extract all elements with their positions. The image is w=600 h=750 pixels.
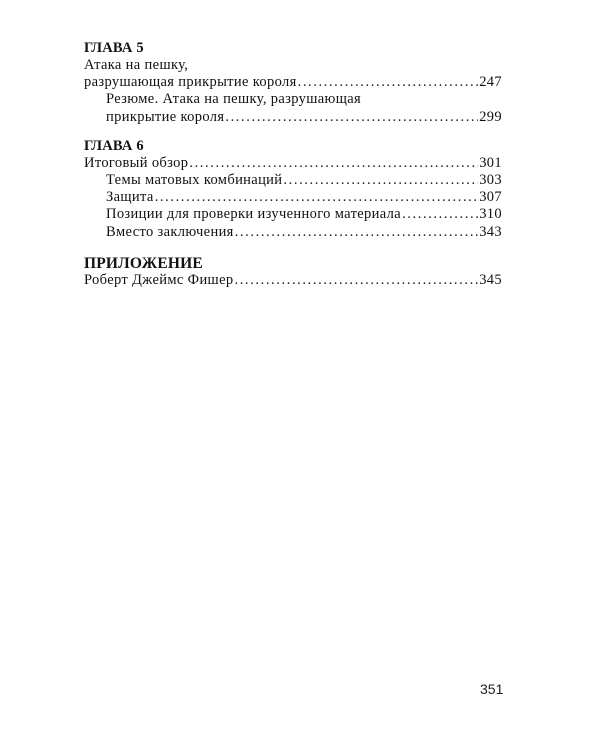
dot-leader <box>234 272 478 289</box>
toc-entry-line <box>84 272 502 289</box>
toc-entry-line <box>84 74 502 91</box>
toc-entry-line <box>106 109 502 126</box>
chapter-title: ПРИЛОЖЕНИЕ <box>84 254 203 272</box>
chapter-title: ГЛАВА 6 <box>84 137 144 154</box>
toc-entry-line <box>106 206 502 223</box>
toc-page-number: 301 <box>479 154 502 171</box>
toc-page-number: 247 <box>479 74 502 91</box>
toc-entry-text: разрушающая прикрытие короля <box>84 74 297 91</box>
toc-entry-text: Вместо заключения <box>106 223 234 240</box>
toc-entry <box>84 172 502 189</box>
toc-page-number: 299 <box>479 108 502 125</box>
table-of-contents <box>84 40 502 289</box>
toc-entry <box>84 224 502 241</box>
toc-page-number: 343 <box>479 223 502 240</box>
toc-page-number: 303 <box>479 172 502 189</box>
toc-entry <box>84 206 502 223</box>
chapter-title: ГЛАВА 5 <box>84 40 144 56</box>
toc-entry <box>84 272 502 289</box>
chapter-5 <box>84 40 502 126</box>
toc-entry-line <box>106 172 502 189</box>
toc-page-number: 310 <box>479 206 502 223</box>
dot-leader <box>155 189 479 206</box>
toc-entry-text: Роберт Джеймс Фишер <box>84 271 234 288</box>
dot-leader <box>225 109 478 126</box>
toc-entry-line <box>106 224 502 241</box>
dot-leader <box>283 172 478 189</box>
dot-leader <box>402 206 478 223</box>
toc-entry <box>84 91 502 125</box>
toc-entry-text: Темы матовых комбинаций <box>106 172 283 189</box>
dot-leader <box>189 155 478 172</box>
toc-entry-text: Позиции для проверки изученного материала <box>106 206 402 223</box>
page-number: 351 <box>480 681 504 697</box>
dot-leader <box>298 74 479 91</box>
toc-entry-text: Резюме. Атака на пешку, разрушающая <box>106 91 362 108</box>
toc-entry <box>84 57 502 91</box>
dot-leader <box>235 224 478 241</box>
chapter-6 <box>84 138 502 241</box>
toc-entry <box>84 189 502 206</box>
toc-entry-line <box>84 155 502 172</box>
toc-page-number: 345 <box>479 271 502 288</box>
appendix <box>84 255 502 289</box>
toc-entry-line <box>106 189 502 206</box>
toc-entry-text: Итоговый обзор <box>84 154 189 171</box>
toc-entry-text: Атака на пешку, <box>84 57 189 73</box>
toc-entry <box>84 155 502 172</box>
toc-entry-text: Защита <box>106 189 154 206</box>
toc-page-number: 307 <box>479 189 502 206</box>
toc-entry-text: прикрытие короля <box>106 108 225 125</box>
